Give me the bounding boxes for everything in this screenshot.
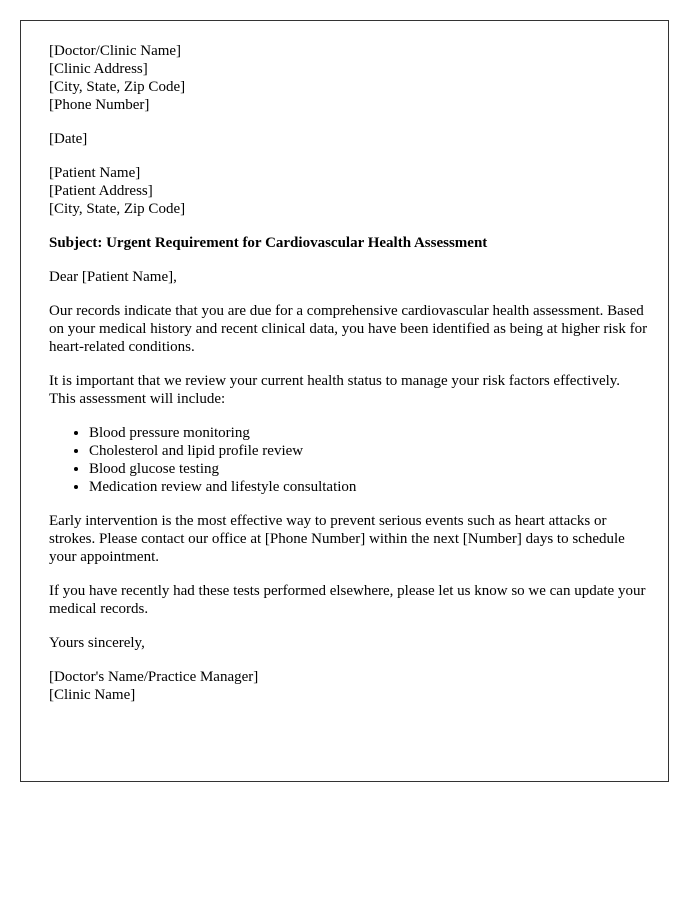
list-item: • Blood pressure monitoring <box>89 424 648 442</box>
sender-name: [Doctor/Clinic Name] <box>49 43 182 59</box>
closing: Yours sincerely, <box>49 635 145 651</box>
signature-clinic: [Clinic Name] <box>49 687 136 703</box>
salutation: Dear [Patient Name], <box>49 269 177 285</box>
sender-block <box>49 42 648 114</box>
body-paragraph: Our records indicate that you are due for a comprehensive cardiovascular health assessment. Based on your medical history and recent clinical data, you have been identified as being at higher risk for heart-related conditions. <box>49 303 648 355</box>
body-paragraph: Early intervention is the most effective way to prevent serious events such as heart attacks or strokes. Please contact our office at [Phone Number] within the next [Number] days to schedule your appointment. <box>49 513 625 565</box>
recipient-name: [Patient Name] <box>49 165 141 181</box>
subject-line: Subject: Urgent Requirement for Cardiovascular Health Assessment <box>49 235 488 251</box>
body-paragraph: It is important that we review your current health status to manage your risk factors effectively. This assessment will include: <box>49 373 621 407</box>
recipient-block <box>49 164 648 218</box>
sender-address: [Clinic Address] <box>49 61 148 77</box>
list-item: • Cholesterol and lipid profile review <box>89 442 648 460</box>
signature-name: [Doctor's Name/Practice Manager] <box>49 669 259 685</box>
signature-block <box>49 668 648 704</box>
letter-page <box>20 20 669 782</box>
letter-date: [Date] <box>49 131 88 147</box>
sender-city: [City, State, Zip Code] <box>49 79 186 95</box>
recipient-city: [City, State, Zip Code] <box>49 201 186 217</box>
assessment-list <box>49 424 648 496</box>
sender-phone: [Phone Number] <box>49 97 150 113</box>
recipient-address: [Patient Address] <box>49 183 153 199</box>
list-item: • Medication review and lifestyle consultation <box>89 478 648 496</box>
body-paragraph: If you have recently had these tests performed elsewhere, please let us know so we can update your medical records. <box>49 583 646 617</box>
list-item: • Blood glucose testing <box>89 460 648 478</box>
